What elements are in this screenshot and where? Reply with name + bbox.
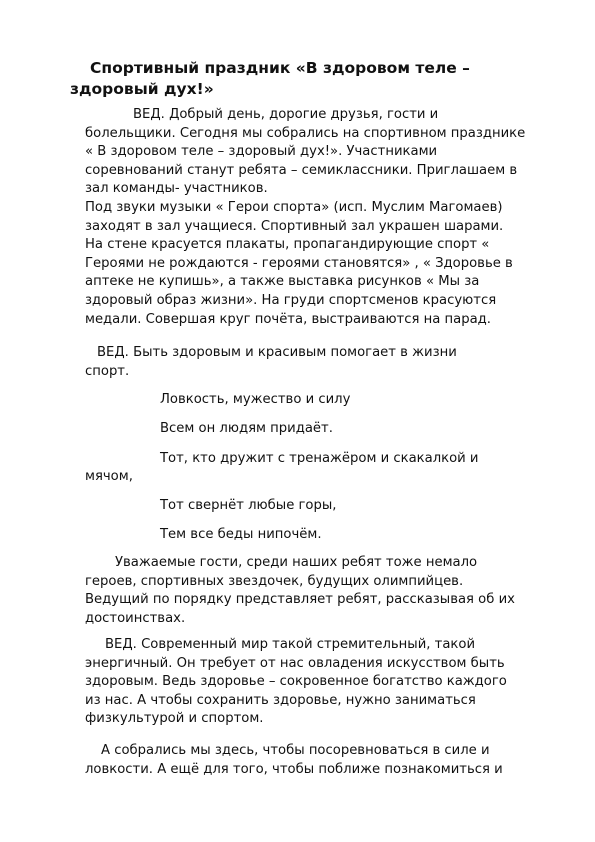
intro-line: медали. Совершая круг почёта, выстраиваются на парад. xyxy=(85,311,491,327)
title-line-2: здоровый дух!» xyxy=(70,80,214,98)
intro-line: болельщики. Сегодня мы собрались на спортивном празднике xyxy=(85,125,526,141)
intro-paragraph xyxy=(85,106,555,329)
guests-line: героев, спортивных звездочек, будущих олимпийцев. xyxy=(85,573,464,589)
modern-line: здоровым. Ведь здоровье – сокровенное богатство каждого xyxy=(85,674,507,690)
guests-line: достоинствах. xyxy=(85,610,186,626)
ved-sport-line-1: ВЕД. Быть здоровым и красивым помогает в жизни xyxy=(97,345,457,360)
intro-line: « В здоровом теле – здоровый дух!». Участниками xyxy=(85,144,438,160)
document-title xyxy=(70,58,530,100)
poem-line-5: Тем все беды нипочём. xyxy=(160,527,322,542)
ved-sport-paragraph xyxy=(85,344,555,381)
title-line-1: Спортивный праздник «В здоровом теле – xyxy=(90,59,470,77)
guests-paragraph xyxy=(85,554,555,628)
poem-line-3: Тот, кто дружит с тренажёром и скакалкой и xyxy=(160,451,479,466)
modern-world-paragraph xyxy=(85,636,555,729)
intro-line: На стене красуется плакаты, пропагандирующие спорт « xyxy=(85,237,490,253)
gathered-line: ловкости. А ещё для того, чтобы поближе познакомиться и xyxy=(85,761,503,777)
poem-line-2: Всем он людям придаёт. xyxy=(160,421,333,436)
gathered-paragraph xyxy=(85,742,555,779)
ved-sport-line-2: спорт. xyxy=(85,363,130,379)
intro-line: соревнований станут ребята – семиклассники. Приглашаем в xyxy=(85,162,518,178)
poem-line-3-wrap: мячом, xyxy=(85,469,133,484)
intro-line: зал команды- участников. xyxy=(85,181,268,197)
guests-line: Ведущий по порядку представляет ребят, рассказывая об их xyxy=(85,592,515,608)
poem-line-4: Тот свернёт любые горы, xyxy=(160,498,337,513)
intro-line: Героями не рождаются - героями становятся» , « Здоровье в xyxy=(85,255,513,271)
poem-line-1: Ловкость, мужество и силу xyxy=(160,392,351,407)
gathered-line: А собрались мы здесь, чтобы посоревноваться в силе и xyxy=(101,743,490,758)
intro-line: заходят в зал учащиеся. Спортивный зал украшен шарами. xyxy=(85,218,504,234)
modern-line: ВЕД. Современный мир такой стремительный, такой xyxy=(105,637,476,652)
intro-line: ВЕД. Добрый день, дорогие друзья, гости и xyxy=(133,107,439,122)
guests-line: Уважаемые гости, среди наших ребят тоже немало xyxy=(115,555,478,570)
modern-line: из нас. А чтобы сохранить здоровье, нужно заниматься xyxy=(85,692,476,708)
intro-line: здоровый образ жизни». На груди спортсменов красуются xyxy=(85,292,497,308)
modern-line: энергичный. Он требует от нас овладения искусством быть xyxy=(85,655,505,671)
intro-line: Под звуки музыки « Герои спорта» (исп. Муслим Магомаев) xyxy=(85,199,503,215)
intro-line: аптеке не купишь», а также выставка рисунков « Мы за xyxy=(85,274,480,290)
modern-line: физкультурой и спортом. xyxy=(85,711,264,727)
